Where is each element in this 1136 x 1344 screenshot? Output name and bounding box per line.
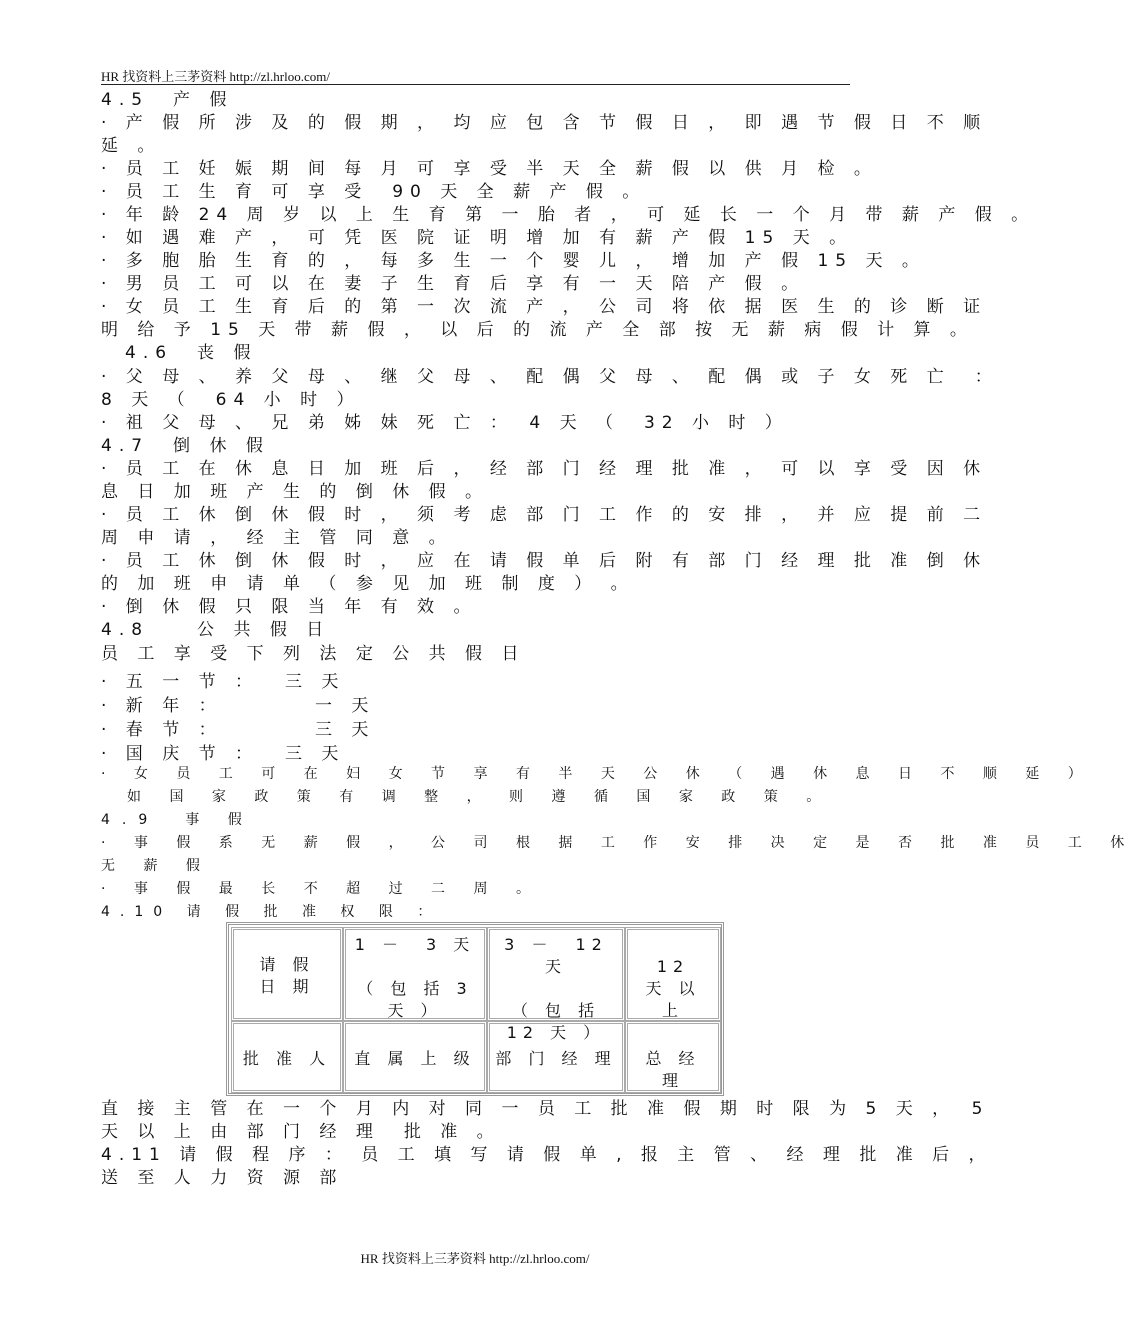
holiday-name: · 国 庆 节 ： — [101, 744, 260, 764]
text-line: 明 给 予 15 天 带 薪 假 ， 以 后 的 流 产 全 部 按 无 薪 病 假 计 算 。 — [101, 320, 974, 340]
text-line: 延 。 — [101, 136, 162, 156]
text-line: 无 薪 假 — [101, 858, 212, 874]
col1-note: （ 包 括 3 天 ） — [357, 979, 473, 1020]
col2-range: 3 － 12 天 — [504, 935, 608, 976]
section-4-8-title: 4.8 公 共 假 日 — [101, 620, 331, 640]
holiday-days: 一 天 — [315, 696, 376, 716]
holiday-name: · 五 一 节 ： — [101, 672, 260, 692]
text-line: 送 至 人 力 资 源 部 — [101, 1168, 344, 1188]
text-line: · 多 胞 胎 生 育 的 ， 每 多 生 一 个 婴 儿 ， 增 加 产 假 15 天 。 — [101, 251, 926, 271]
table-row2-col3: 总 经 理 — [625, 1021, 721, 1093]
holiday-days: 三 天 — [315, 720, 376, 740]
section-4-7-title: 4.7 倒 休 假 — [101, 436, 270, 456]
table-col3-header: 12 天 以 上 — [625, 927, 721, 1021]
text-line: · 父 母 、 养 父 母 、 继 父 母 、 配 偶 父 母 、 配 偶 或 子 女 死 亡 ： — [101, 367, 999, 387]
text-line: · 祖 父 母 、 兄 弟 姊 妹 死 亡 ： 4 天 （ 32 小 时 ） — [101, 413, 789, 433]
text-line: · 员 工 休 倒 休 假 时 ， 须 考 虑 部 门 工 作 的 安 排 ， 并 应 提 前 二 — [101, 505, 988, 525]
text-line: · 女 员 工 可 在 妇 女 节 享 有 半 天 公 休 （ 遇 休 息 日 不 顺 延 ） — [101, 766, 1094, 782]
section-4-11-title: 4.11 请 假 程 序 ： 员 工 填 写 请 假 单 , 报 主 管 、 经 理 批 准 后 ， — [101, 1145, 993, 1165]
text-line: · 女 员 工 生 育 后 的 第 一 次 流 产 ， 公 司 将 依 据 医 生 的 诊 断 证 — [101, 297, 988, 317]
col1-range: 1 － 3 天 — [354, 935, 476, 954]
page-header: HR 找资料上三茅资料 http://zl.hrloo.com/ — [101, 69, 330, 84]
section-4-10-title: 4.10 请 假 批 准 权 限 ： — [101, 904, 442, 920]
section-4-9-title: 4.9 事 假 — [101, 812, 254, 828]
section-4-6-title: 4.6 丧 假 — [101, 343, 258, 363]
approval-table — [226, 922, 724, 1096]
holiday-days: 三 天 — [285, 672, 346, 692]
table-row2-col2: 部 门 经 理 — [487, 1021, 625, 1093]
text-line: 天 以 上 由 部 门 经 理 批 准 。 — [101, 1122, 501, 1142]
text-line: · 年 龄 24 周 岁 以 上 生 育 第 一 胎 者 ， 可 延 长 一 个 月 带 薪 产 假 。 — [101, 205, 1036, 225]
text-line: 如 国 家 政 策 有 调 整 ， 则 遵 循 国 家 政 策 。 — [101, 789, 833, 805]
text-line: · 员 工 妊 娠 期 间 每 月 可 享 受 半 天 全 薪 假 以 供 月 检 。 — [101, 159, 878, 179]
text-line: · 员 工 生 育 可 享 受 90 天 全 薪 产 假 。 — [101, 182, 647, 202]
table-row2-label: 批 准 人 — [231, 1021, 343, 1093]
section-4-5-title: 4.5 产 假 — [101, 90, 234, 110]
table-col1-header — [343, 927, 487, 1021]
table-col2-header — [487, 927, 625, 1042]
text-line: 的 加 班 申 请 单 （ 参 见 加 班 制 度 ） 。 — [101, 574, 635, 594]
text-line: 息 日 加 班 产 生 的 倒 休 假 。 — [101, 482, 490, 502]
col2-note: （ 包 括 12 天 ） — [506, 1001, 606, 1042]
table-header-label: 请 假 日 期 — [231, 927, 343, 1021]
header-rule — [101, 84, 850, 85]
text-line: · 事 假 最 长 不 超 过 二 周 。 — [101, 881, 542, 897]
holiday-days: 三 天 — [285, 744, 346, 764]
table-row2-col1: 直 属 上 级 — [343, 1021, 487, 1093]
page-footer: HR 找资料上三茅资料 http://zl.hrloo.com/ — [360, 1251, 590, 1266]
text-line: · 事 假 系 无 薪 假 ， 公 司 根 据 工 作 安 排 决 定 是 否 批 准 员 工 休 — [101, 835, 1136, 851]
holiday-name: · 新 年 ： — [101, 696, 223, 716]
text-line: · 倒 休 假 只 限 当 年 有 效 。 — [101, 597, 478, 617]
text-line: · 员 工 在 休 息 日 加 班 后 ， 经 部 门 经 理 批 准 ， 可 以 享 受 因 休 — [101, 459, 988, 479]
text-line: · 员 工 休 倒 休 假 时 ， 应 在 请 假 单 后 附 有 部 门 经 理 批 准 倒 休 — [101, 551, 988, 571]
text-line: · 男 员 工 可 以 在 妻 子 生 育 后 享 有 一 天 陪 产 假 。 — [101, 274, 806, 294]
text-line: 8 天 （ 64 小 时 ） — [101, 390, 361, 410]
text-line: · 产 假 所 涉 及 的 假 期 ， 均 应 包 含 节 假 日 ， 即 遇 节 假 日 不 顺 — [101, 113, 988, 133]
text-line: 员 工 享 受 下 列 法 定 公 共 假 日 — [101, 644, 526, 664]
text-line: 周 申 请 ， 经 主 管 同 意 。 — [101, 528, 453, 548]
text-line: 直 接 主 管 在 一 个 月 内 对 同 一 员 工 批 准 假 期 时 限 为 5 天 ， 5 — [101, 1099, 990, 1119]
text-line: · 如 遇 难 产 ， 可 凭 医 院 证 明 增 加 有 薪 产 假 15 天 。 — [101, 228, 854, 248]
holiday-name: · 春 节 ： — [101, 720, 223, 740]
